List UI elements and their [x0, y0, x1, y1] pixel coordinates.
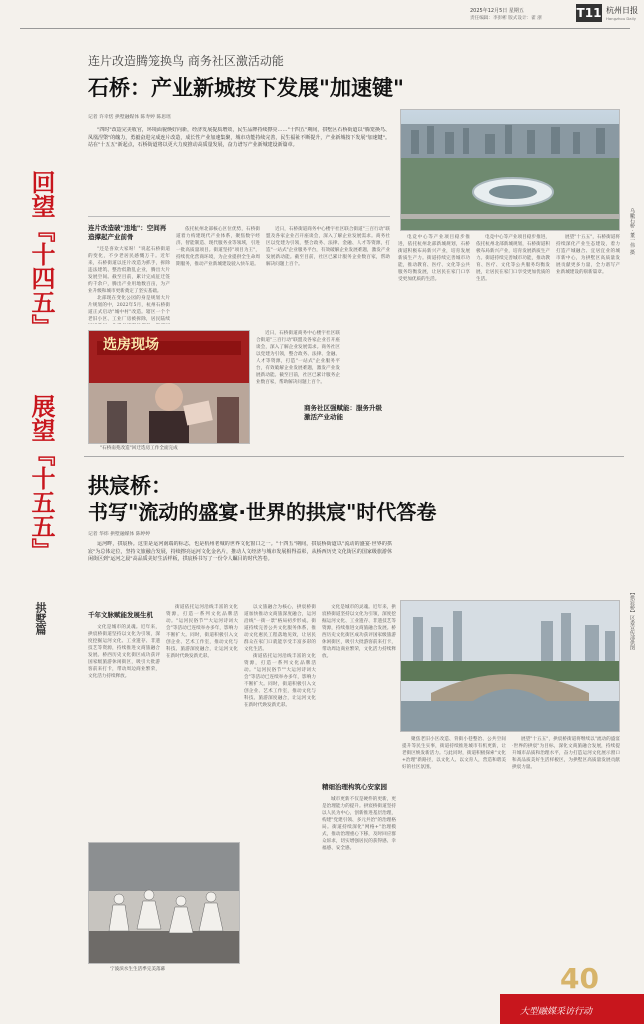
house-selection-photo — [88, 330, 250, 444]
article-1-body-5-b: 电竞中心等产业项目稳步推进，依托杭州北部新城规划，石桥街道积极布局新兴产业，培育发展新质生产力。街道持续完善城市功能，推动教育、医疗、文化等公共服务均衡发展，让居民在家门口享受更加优质的生活。 — [476, 235, 550, 282]
article-1-body-1: "还是喜欢大家呀！"说起石桥街道的变化，不少老居民感慨万千。近年来，石桥街道以连片改造为抓手，拆除违法建筑、整治低散乱企业，腾出大片发展空间。截至目前，累计完成征迁签约千余户，腾出产业用地数百亩，为产业升级和城市更新奠定了坚实基础。 — [88, 247, 170, 294]
paper-sub: Hangzhou Daily — [606, 16, 636, 21]
header-date: 2025年12月5日 星期五 — [470, 8, 524, 14]
article-1-col-2 — [176, 226, 260, 324]
article-1-body-4-b: 近日，石桥街道商务中心楼宇社区联合街道"三百行动"联盟及各家企业召开座谈会，深入了解企业发展需求。商务社区以党建为引领，整合政务、法律、金融、人才等资源，打造"一站式"企业服务平台，有效破解企业发展难题，激发产业发展新动能。截至目前，社区已累计服务企业数百家，帮助解决问题上百个。 — [256, 331, 340, 385]
header-editors: 责任编辑：李彭彬 版式设计：翟 浙 — [470, 16, 542, 21]
article-2-sub1: 千年文脉赋能发展生机 — [88, 611, 153, 619]
upper-photo-caption: 乌瞰石桥 · 董一伟 摄 — [629, 208, 635, 255]
article-2-headline-1: 拱宸桥： — [88, 474, 172, 498]
header-rule — [20, 28, 630, 29]
bridge-city-image — [401, 601, 619, 731]
article-2-col-2 — [166, 604, 238, 838]
article-2-col-1 — [88, 624, 160, 838]
article-1-sub2-text: 商务社区强赋能：服务升级激活产业动能 — [304, 404, 382, 421]
side-banner — [18, 170, 58, 810]
article-1-body-6: 展望"十五五"，石桥街道将持续深化产业生态建设，着力打造产城融合、宜居宜业的城市新中心，为拱墅区高质量发展贡献更多力量，全力谱写产业新城建设的崭新篇章。 — [556, 235, 620, 275]
section-divider — [84, 456, 624, 457]
page-header — [0, 0, 644, 30]
article-1-col-4 — [398, 234, 470, 448]
article-2-lead-text: 运河畔，拱宸桥。这里是运河南端的标志，也是杭州老城的世界文化窗口之一。"十四五"期间，拱宸桥街道以"流动的盛宴·世界的拱宸"为总体定位，坚持文旅融合发展，持续擦亮运河文化金名片，推动人文经济与城市发展相得益彰，从桥西历史文化街区的国家级旅游休闲街区到"运河之晨"高品质美好生活样板，拱宸桥书写了一份令人瞩目的时代答卷。 — [88, 541, 392, 562]
footer-logo-number: 40 — [560, 962, 599, 995]
article-1-sub1 — [88, 224, 170, 242]
column-name: 拱墅篇 — [34, 602, 47, 635]
article-1-col-2b — [256, 330, 340, 448]
theme-line-2: 展望『十五五』 — [27, 394, 55, 562]
performance-image — [89, 843, 239, 963]
article-1-headline: 石桥：产业新城按下发展"加速键" — [88, 76, 404, 100]
theme-line-1: 回望『十四五』 — [27, 170, 55, 338]
footer-slogan: 大型融媒采访行动 — [520, 1007, 593, 1017]
article-2-col-4 — [322, 604, 396, 776]
article-1-sub2 — [304, 404, 386, 422]
article-1-col-3 — [266, 226, 390, 324]
article-2-col-3 — [244, 604, 316, 984]
article-1-sub1-text: 连片改造破"违地"：空间再造撑起产业前骨 — [88, 224, 167, 241]
article-1-body-2: 北部现在变化公园的身是规划大片片规划的中，2022年5月，杭州石桥街道正式启动"城中村"改造。辖区一个个老旧小区、工业厂房被拆除，居民陆续 — [88, 296, 170, 322]
performance-caption: 宁波滨水生生活季完美落幕 — [110, 967, 166, 972]
article-2-body-1: 文化是城市的灵魂。近年来，拱宸桥街道坚持以文化为引领，深度挖掘运河文化、工业遗存、非遗技艺等资源，持续推进文商旅融合发展。桥西历史文化街区成功获评国家级旅游休闲街区，吸引大批游客前来打卡，带动周边商业繁荣，文化活力持续释放。 — [88, 625, 160, 679]
article-1-lead — [88, 127, 390, 175]
article-2-col-4b — [322, 796, 396, 986]
article-1-byline: 记者 许幸恬 拱墅融媒体 陈寿婷 陈思瑶 — [88, 115, 171, 120]
article-2-body-6: 展望"十五五"，拱宸桥街道将继续以"流动的盛宴·世界的拱宸"为目标，深化文商旅融合发展，持续提升城市品质和治理水平，奋力打造运河文化展示窗口和高品质美好生活样板区，为拱墅区高质量发展贡献拱宸力量。 — [512, 737, 620, 770]
article-2-byline: 记者 华炜 拱墅融媒体 陈婷婷 — [88, 532, 151, 537]
aerial-city-image — [401, 110, 619, 230]
article-1-kicker: 连片改造腾笼换鸟 商务社区激活动能 — [88, 54, 284, 68]
article-2-body-2: 街道依托运河沿线丰富的文化资源，打造一系列文化品牌活动。"运河民俗节""大运河诗词大会"等活动已连续举办多年，影响力不断扩大。同时，街道积极引入文创企业、艺术工作室，推动文化与科技、旅游深度融合，让运河文化在新时代焕发新光彩。 — [166, 605, 238, 659]
aerial-photo-shiqiao — [400, 109, 620, 231]
house-selection-banner: 选房现场 — [103, 337, 159, 353]
article-1-col-1 — [88, 246, 170, 324]
article-1-body-3: 依托杭州北部核心区位优势，石桥街道着力构建现代产业体系，聚焦数字经济、智能制造、现代服务业等领域，引进一批高质量项目。街道坚持"项目为王"，持续优化营商环境，为企业提供全生命周期服务，推动产业新城建设驶入快车道。 — [176, 227, 260, 267]
article-2-body-4: 城市更新不仅是硬件的更新，更是治理能力的提升。拱宸桥街道坚持以人民为中心，创新推进基层治理，构建"党建引领、多元共治"的治理格局。街道持续深化"网格+"治理模式，推动治理重心下移，及时回应群众诉求，切实增强居民的获得感、幸福感、安全感。 — [322, 797, 396, 851]
article-2-body-5: 聚焦老旧小区改造、背街小巷整治、公共空间提升等民生实事，街道持续推进城市有机更新，让老街区焕发新活力。与此同时，街道积极探索"文化+治理"新路径，以文化人、以文育人，营造和谐美好的社区氛围。 — [402, 737, 506, 770]
article-2-sub2: 精细治理构筑心安家园 — [322, 783, 387, 791]
article-1-body-4-a: 近日，石桥街道商务中心楼宇社区联合街道"三百行动"联盟及各家企业召开座谈会，深入了解企业发展需求。商务社区以党建为引领，整合政务、法律、金融、人才等资源，打造"一站式"企业服务平台，有效破解企业发展难题，激发产业发展新动能。截至目前，社区已累计服务企业数百家，帮助解决问题上百个。 — [266, 227, 390, 267]
article-1-body-5: 电竞中心等产业项目稳步推进，依托杭州北部新城规划，石桥街道积极布局新兴产业，培育发展新质生产力。街道持续完善城市功能，推动教育、医疗、文化等公共服务均衡发展，让居民在家门口享受更加优质的生活。 — [398, 235, 470, 282]
article-2-lead — [88, 541, 392, 591]
article-2-col-5 — [402, 736, 506, 986]
article-2-headline-2: 书写"流动的盛宴·世界的拱宸"时代答卷 — [88, 500, 437, 524]
article-1-col-5 — [476, 234, 550, 448]
article-2-body-4-a: 文化是城市的灵魂。近年来，拱宸桥街道坚持以文化为引领，深度挖掘运河文化、工业遗存、非遗技艺等资源，持续推进文商旅融合发展。桥西历史文化街区成功获评国家级旅游休闲街区，吸引大批游客前来打卡，带动周边商业繁荣，文化活力持续释放。 — [322, 605, 396, 659]
waterfront-performance-photo — [88, 842, 240, 964]
article-2-col-6 — [512, 736, 620, 936]
article-2-body-3-b: 街道依托运河沿线丰富的文化资源，打造一系列文化品牌活动。"运河民俗节""大运河诗词大会"等活动已连续举办多年，影响力不断扩大。同时，街道积极引入文创企业、艺术工作室，推动文化与科技、旅游深度融合，让运河文化在新时代焕发新光彩。 — [244, 654, 316, 708]
lower-photo-caption: 【拱宸桥】区委宣传部供图 — [629, 590, 635, 650]
article-1-col-6 — [556, 234, 620, 448]
paper-name: 杭州日报 — [606, 6, 638, 15]
article-1-lead-text: "四时"改造完美收官，环境面貌焕好向新，经济发展提质增效，民生品牌持续擦亮……"十四五"期间，拱墅区石桥街道以"腾笼换鸟、凤凰涅槃"的魄力，勇毅奋进完成连片改造，成长性产业加速集聚，城市功能持续完善，民生福祉不断提升，产业新城按下发展"加速键"。站在"十五五"新起点，石桥街道将以更大力度推动高质量发展，奋力谱写产业新城建设新篇章。 — [88, 127, 390, 148]
page-number: T11 — [576, 6, 602, 20]
article-1-lead-rule — [88, 216, 390, 217]
house-selection-caption: "石桥南苑改造"回迁选房工作全面完成 — [100, 446, 178, 451]
article-2-body-3: 以文旅融合为核心，拱宸桥街道加快推动文商旅深度融合，运河沿线"一街一景"格局初步形成。街道持续完善公共文化服务体系，推动文化惠民工程落地见效，让居民群众在家门口就能享受丰富多彩的文化生活。 — [244, 605, 316, 652]
gongchen-bridge-photo — [400, 600, 620, 732]
